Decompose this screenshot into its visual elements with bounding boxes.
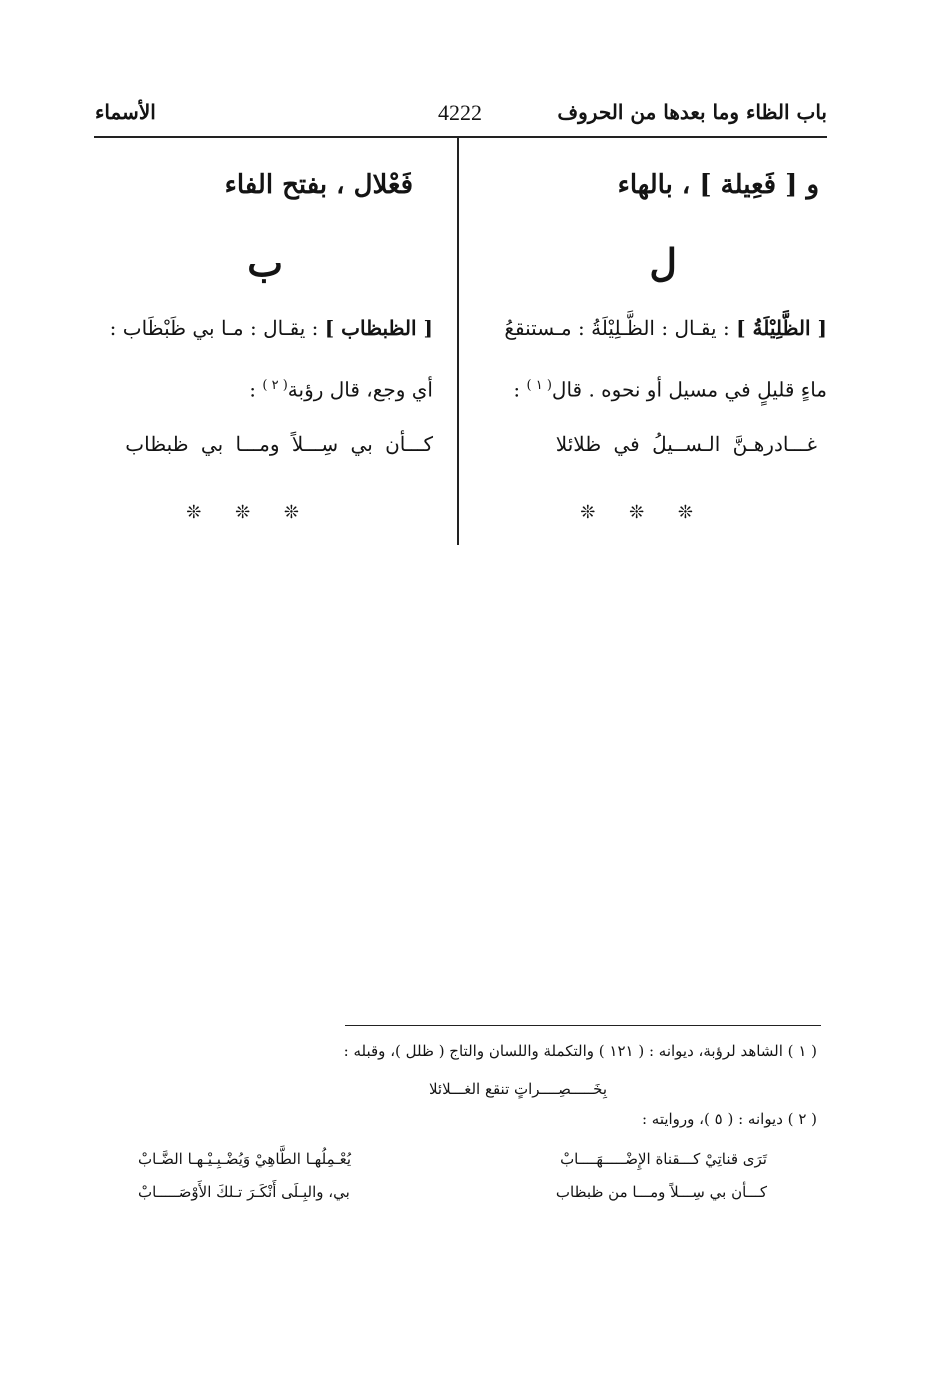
- entry-text: : يقـال : الظَّـلِيْلَةُ : مـستنقعُ: [504, 316, 730, 340]
- footnote-ref[interactable]: ( ١ ): [526, 378, 552, 393]
- section-separator-stars: ❊ ❊ ❊: [186, 502, 313, 523]
- letter-heading: ب: [247, 240, 283, 285]
- column-divider: [457, 137, 459, 545]
- letter-heading: ل: [649, 240, 677, 285]
- entry-text: : يقـال : مـا بي ظَبْظَاب :: [109, 316, 319, 340]
- entry-line: [88, 366, 433, 424]
- entry-lemma: [ الظَّلِيْلَةُ ]: [736, 316, 827, 340]
- footnote-2-verse-2-second-hemistich: بي، والبِـلَى أَنْكَـرَ تـلكَ الأَوْصَـــــابْ: [138, 1183, 350, 1201]
- entry-line: [477, 366, 827, 424]
- verse-line: غـــادرهـنَّ الـســيلُ في ظلائلا: [555, 432, 817, 456]
- colon: :: [249, 377, 257, 402]
- footnote-ref[interactable]: ( ٢ ): [262, 378, 288, 393]
- entry-line: [88, 308, 433, 366]
- colon: :: [513, 377, 521, 402]
- right-column: [477, 170, 827, 542]
- footnote-2-verse-1-first-hemistich: تَرَى قناتِيْ كـــقناة الإِضْـــــهَــــابْ: [560, 1150, 767, 1168]
- footnote-rule: [345, 1025, 821, 1026]
- page-number: 4222: [438, 100, 482, 125]
- entry-lemma: [ الظبظاب ]: [324, 316, 433, 340]
- header-rule: [94, 136, 827, 138]
- left-column: [88, 170, 433, 542]
- entry-text: أي وجع، قال رؤبة: [287, 377, 433, 402]
- footnote-2-verse-2-first-hemistich: كـــأن بي سِـــلاً ومـــا من ظبظاب: [555, 1183, 767, 1201]
- footnote-1: ( ١ ) الشاهد لرؤبة، ديوانه : ( ١٢١ ) والتكملة واللسان والتاج ( ظلل )، وقبله :: [343, 1042, 817, 1060]
- verse-line: كـــأن بي سِـــلاً ومـــا بي ظبظاب: [125, 432, 433, 456]
- entry-text: ماءٍ قليلٍ في مسيل أو نحوه . قال: [551, 377, 827, 402]
- section-separator-stars: ❊ ❊ ❊: [580, 502, 707, 523]
- running-head-section: الأسماء: [95, 100, 156, 124]
- section-title: فَعْلال ، بفتح الفاء: [224, 170, 413, 200]
- entry-line: [477, 308, 827, 366]
- footnote-2-verse-1-second-hemistich: يُعْـمِلُهـا الطَّاهِيْ وَيُضْـبِـيْـهـا الضَّـابْ: [138, 1150, 352, 1168]
- section-title: و [ فَعِيلة ] ، بالهاء: [617, 170, 819, 200]
- footnote-2: ( ٢ ) ديوانه : ( ٥ )، وروايته :: [641, 1110, 817, 1128]
- footnote-1-verse: بِخَـــــصِــــراتٍ تنقع الغـــلائلا: [428, 1080, 607, 1098]
- running-head-chapter: باب الظاء وما بعدها من الحروف: [557, 100, 827, 124]
